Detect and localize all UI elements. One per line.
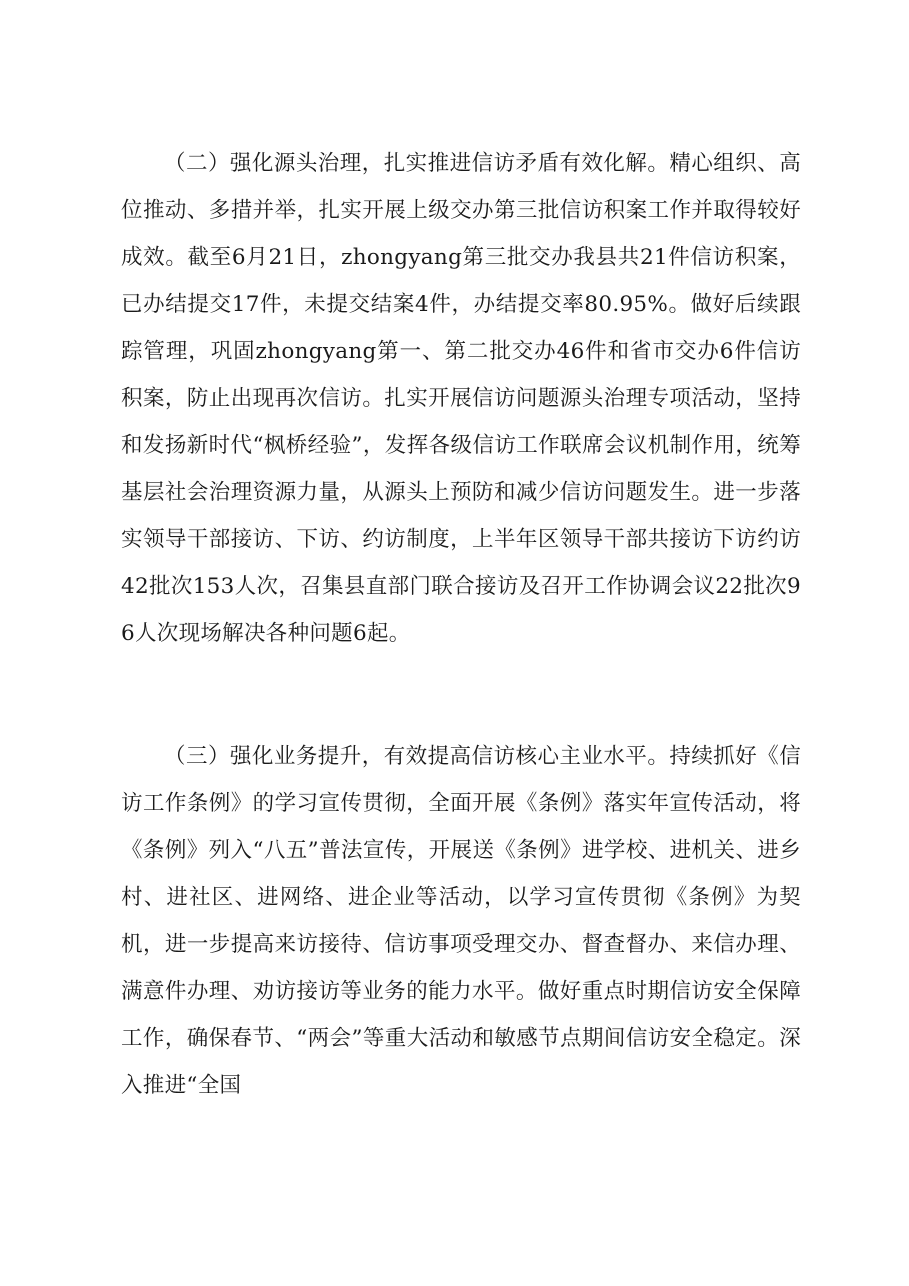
paragraph-section-3: （三）强化业务提升，有效提高信访核心主业水平。持续抓好《信访工作条例》的学习宣传贯彻，全面开展《条例》落实年宣传活动，将《条例》列入“八五”普法宣传，开展送《条例》进学校、进机关、进乡村、进社区、进网络、进企业等活动，以学习宣传贯彻《条例》为契机，进一步提高来访接待、信访事项受理交办、督查督办、来信办理、满意件办理、劝访接访等业务的能力水平。做好重点时期信访安全保障工作，确保春节、“两会”等重大活动和敏感节点期间信访安全稳定。深入推进“全国 [121,744,801,1098]
paragraph-section-2: （二）强化源头治理，扎实推进信访矛盾有效化解。精心组织、高位推动、多措并举，扎实开展上级交办第三批信访积案工作并取得较好成效。截至6月21日，zhongyang第三批交办我县共21件信访积案，已办结提交17件，未提交结案4件，办结提交率80.95%。做好后续跟踪管理，巩固zhongyang第一、第二批交办46件和省市交办6件信访积案，防止出现再次信访。扎实开展信访问题源头治理专项活动，坚持和发扬新时代“枫桥经验”，发挥各级信访工作联席会议机制作用，统筹基层社会治理资源力量，从源头上预防和减少信访问题发生。进一步落实领导干部接访、下访、约访制度，上半年区领导干部共接访下访约访42批次153人次，召集县直部门联合接访及召开工作协调会议22批次96人次现场解决各种问题6起。 [121,151,801,646]
